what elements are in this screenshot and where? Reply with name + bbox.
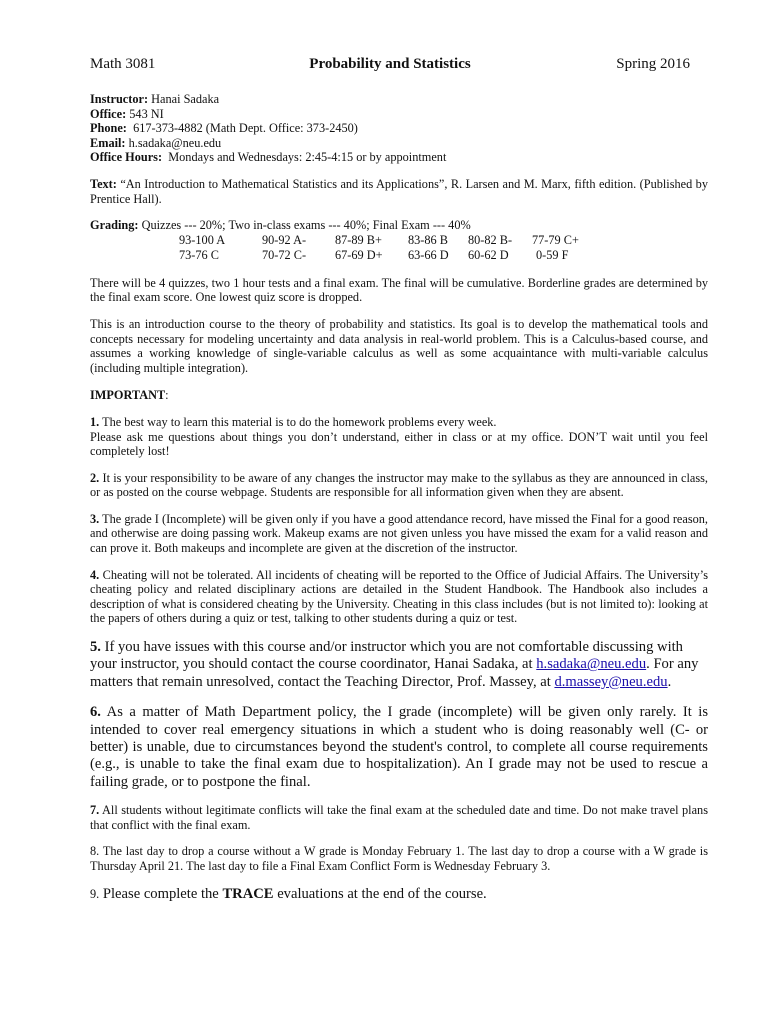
item-2: 2. It is your responsibility to be aware of any changes the instructor may make to the syllabus as they are announced in class, or as posted on the course webpage. Students are responsible for all information given when they are absent. xyxy=(90,470,708,500)
office-hours-value: Mondays and Wednesdays: 2:45-4:15 or by appointment xyxy=(168,150,447,165)
item-6: 6. As a matter of Math Department policy, the I grade (incomplete) will be given only rarely. It is intended to cover real emergency situations in which a student who is doing reasonably well (C- or better) is unable, due to circumstances beyond the student's control, to complete all course requirements (e.g., is unable to take the final exam due to hospitalization). An I grade may not be used to rescue a failing grade, or to postpone the final. xyxy=(90,704,708,790)
textbook-paragraph: Text: “An Introduction to Mathematical Statistics and its Applications”, R. Larsen and M. Marx, fifth edition. (Published by Prentice Hall). xyxy=(90,176,708,206)
instructor-line: Instructor: Hanai Sadaka xyxy=(90,92,220,106)
item-3: 3. The grade I (Incomplete) will be given only if you have a good attendance record, have missed the Final for a good reason, and otherwise are doing passing work. Makeup exams are not given unless you have missed the exam for a valid reason and can prove it. Both makeups and incomplete are given at the discretion of the instructor. xyxy=(90,511,708,556)
item-9: 9. Please complete the TRACE evaluations at the end of the course. xyxy=(90,885,487,902)
grade-cell: 60-62 D xyxy=(468,247,509,262)
grade-cell: 73-76 C xyxy=(179,247,219,262)
grade-scale-row xyxy=(90,248,708,263)
quiz-policy-paragraph: There will be 4 quizzes, two 1 hour tests and a final exam. The final will be cumulative. Borderline grades are determined by the final exam score. One lowest quiz score is dropped. xyxy=(90,275,708,305)
office-value: 543 NI xyxy=(129,106,164,121)
office-line: Office: 543 NI xyxy=(90,106,164,121)
trace-keyword: TRACE xyxy=(222,885,274,902)
important-heading: IMPORTANT: xyxy=(90,388,169,403)
page-header xyxy=(90,56,708,78)
grading-section xyxy=(90,218,708,263)
course-intro-paragraph: This is an introduction course to the theory of probability and statistics. Its goal is to develop the mathematical tools and concepts necessary for modeling uncertainty and data analysis in real-world problem. This is a Calculus-based course, and assumes a working knowledge of single-variable calculus as well as some acquaintance with multi-variable calculus (including multiple integration). xyxy=(90,316,708,375)
grade-cell: 0-59 F xyxy=(536,247,569,262)
email-line: Email: h.sadaka@neu.edu xyxy=(90,135,222,150)
grade-cell: 93-100 A xyxy=(179,232,226,247)
course-number: Math 3081 xyxy=(90,56,156,72)
instructor-name: Hanai Sadaka xyxy=(151,92,220,106)
item-8: 8. The last day to drop a course without a W grade is Monday February 1. The last day to drop a course with a W grade is Thursday April 21. The last day to file a Final Exam Conflict Form is Wednesday February 3. xyxy=(90,844,708,874)
grade-cell: 80-82 B- xyxy=(468,232,513,247)
grade-cell: 87-89 B+ xyxy=(335,232,382,247)
grade-cell: 77-79 C+ xyxy=(532,232,579,247)
grade-cell: 70-72 C- xyxy=(262,247,307,262)
grade-cell: 63-66 D xyxy=(408,247,449,262)
grade-cell: 90-92 A- xyxy=(262,232,307,247)
email-value: h.sadaka@neu.edu xyxy=(128,135,222,150)
grade-scale-row xyxy=(90,233,708,248)
grade-cell: 67-69 D+ xyxy=(335,247,383,262)
term: Spring 2016 xyxy=(616,56,690,72)
contact-info xyxy=(90,92,708,165)
phone-value: 617-373-4882 (Math Dept. Office: 373-2450) xyxy=(133,121,358,136)
director-email-link[interactable]: d.massey@neu.edu xyxy=(554,673,668,690)
syllabus-page xyxy=(90,56,708,903)
office-hours-line: Office Hours: Mondays and Wednesdays: 2:45-4:15 or by appointment xyxy=(90,150,447,165)
grading-weights: Grading: Quizzes --- 20%; Two in-class exams --- 40%; Final Exam --- 40% xyxy=(90,218,471,233)
page-title: Probability and Statistics xyxy=(309,56,471,72)
item-7: 7. All students without legitimate conflicts will take the final exam at the scheduled date and time. Do not make travel plans that conflict with the final exam. xyxy=(90,803,708,832)
item-5: 5. If you have issues with this course and/or instructor which you are not comfortable discussing with your instructor, you should contact the course coordinator, Hanai Sadaka, at h.sadaka@neu.edu. For any matters that remain unresolved, contact the Teaching Director, Prof. Massey, at d.massey@neu.edu. xyxy=(90,639,699,690)
item-4: 4. Cheating will not be tolerated. All incidents of cheating will be reported to the Office of Judicial Affairs. The University’s cheating policy and related disciplinary actions are detailed in the Student Handbook. The Handbook also includes a description of what is considered cheating by the University. Cheating in this class includes (but is not limited to): looking at the papers of others during a quiz or test, talking to other students during a quiz or test. xyxy=(90,567,708,626)
grade-cell: 83-86 B xyxy=(408,232,448,247)
coordinator-email-link[interactable]: h.sadaka@neu.edu xyxy=(536,656,647,673)
phone-line: Phone: 617-373-4882 (Math Dept. Office: 373-2450) xyxy=(90,121,358,136)
item-1: 1. The best way to learn this material is to do the homework problems every week. Please ask me questions about things you don’t understand, either in class or at my office. DON’T wait until you feel completely lost! xyxy=(90,414,708,459)
